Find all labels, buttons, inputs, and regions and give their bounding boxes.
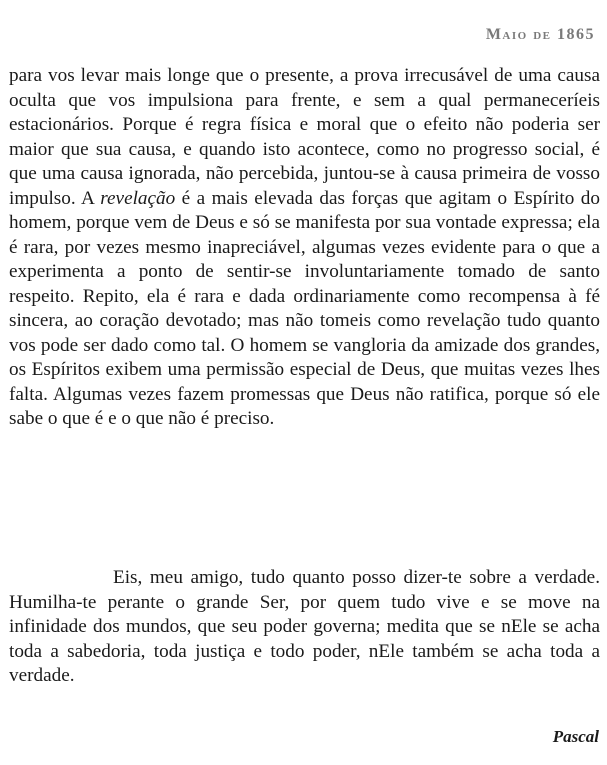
signature: Pascal xyxy=(552,727,599,746)
paragraph-text: para vos levar mais longe que o presente, a prova irrecusável de uma causa oculta que vos impulsiona para frente, e sem a qual permaneceríeis estacionários. Porque é regra física e moral que o efeito não poderia ser maior que sua causa, e quando isto acontece, como no progresso social, é que uma causa ignorada, não percebida, juntou-se à causa primeira de vosso impulso. A xyxy=(9,65,600,209)
paragraph-revelation xyxy=(9,64,600,432)
emphasized-word: revelação xyxy=(100,187,176,209)
paragraph-text: é a mais elevada das forças que agitam o Espírito do homem, porque vem de Deus e só se manifesta por sua vontade expressa; ela é rara, por vezes mesmo inapreciável, algumas vezes evidente para o que a experimenta a ponto de sentir-se involuntariamente tomado de santo respeito. Repito, ela é rara e dada ordinariamente como recompensa à fé sincera, ao coração devotado; mas não tomeis como revelação tudo quanto vos pode ser dado como tal. O homem se vangloria da amizade dos grandes, os Espíritos exibem uma permissão especial de Deus, que muitas vezes lhes falta. Algumas vezes fazem promessas que Deus não ratifica, porque só ele sabe o que é e o que não é preciso. xyxy=(9,187,600,429)
running-header: Maio de 1865 xyxy=(485,26,595,43)
paragraph-truth: Eis, meu amigo, tudo quanto posso dizer-te sobre a verdade. Humilha-te perante o grande Ser, por quem tudo vive e se move na infinidade dos mundos, que seu poder governa; medita que se nEle se acha toda a sabedoria, toda justiça e todo poder, nEle também se acha toda a verdade. xyxy=(9,567,600,686)
